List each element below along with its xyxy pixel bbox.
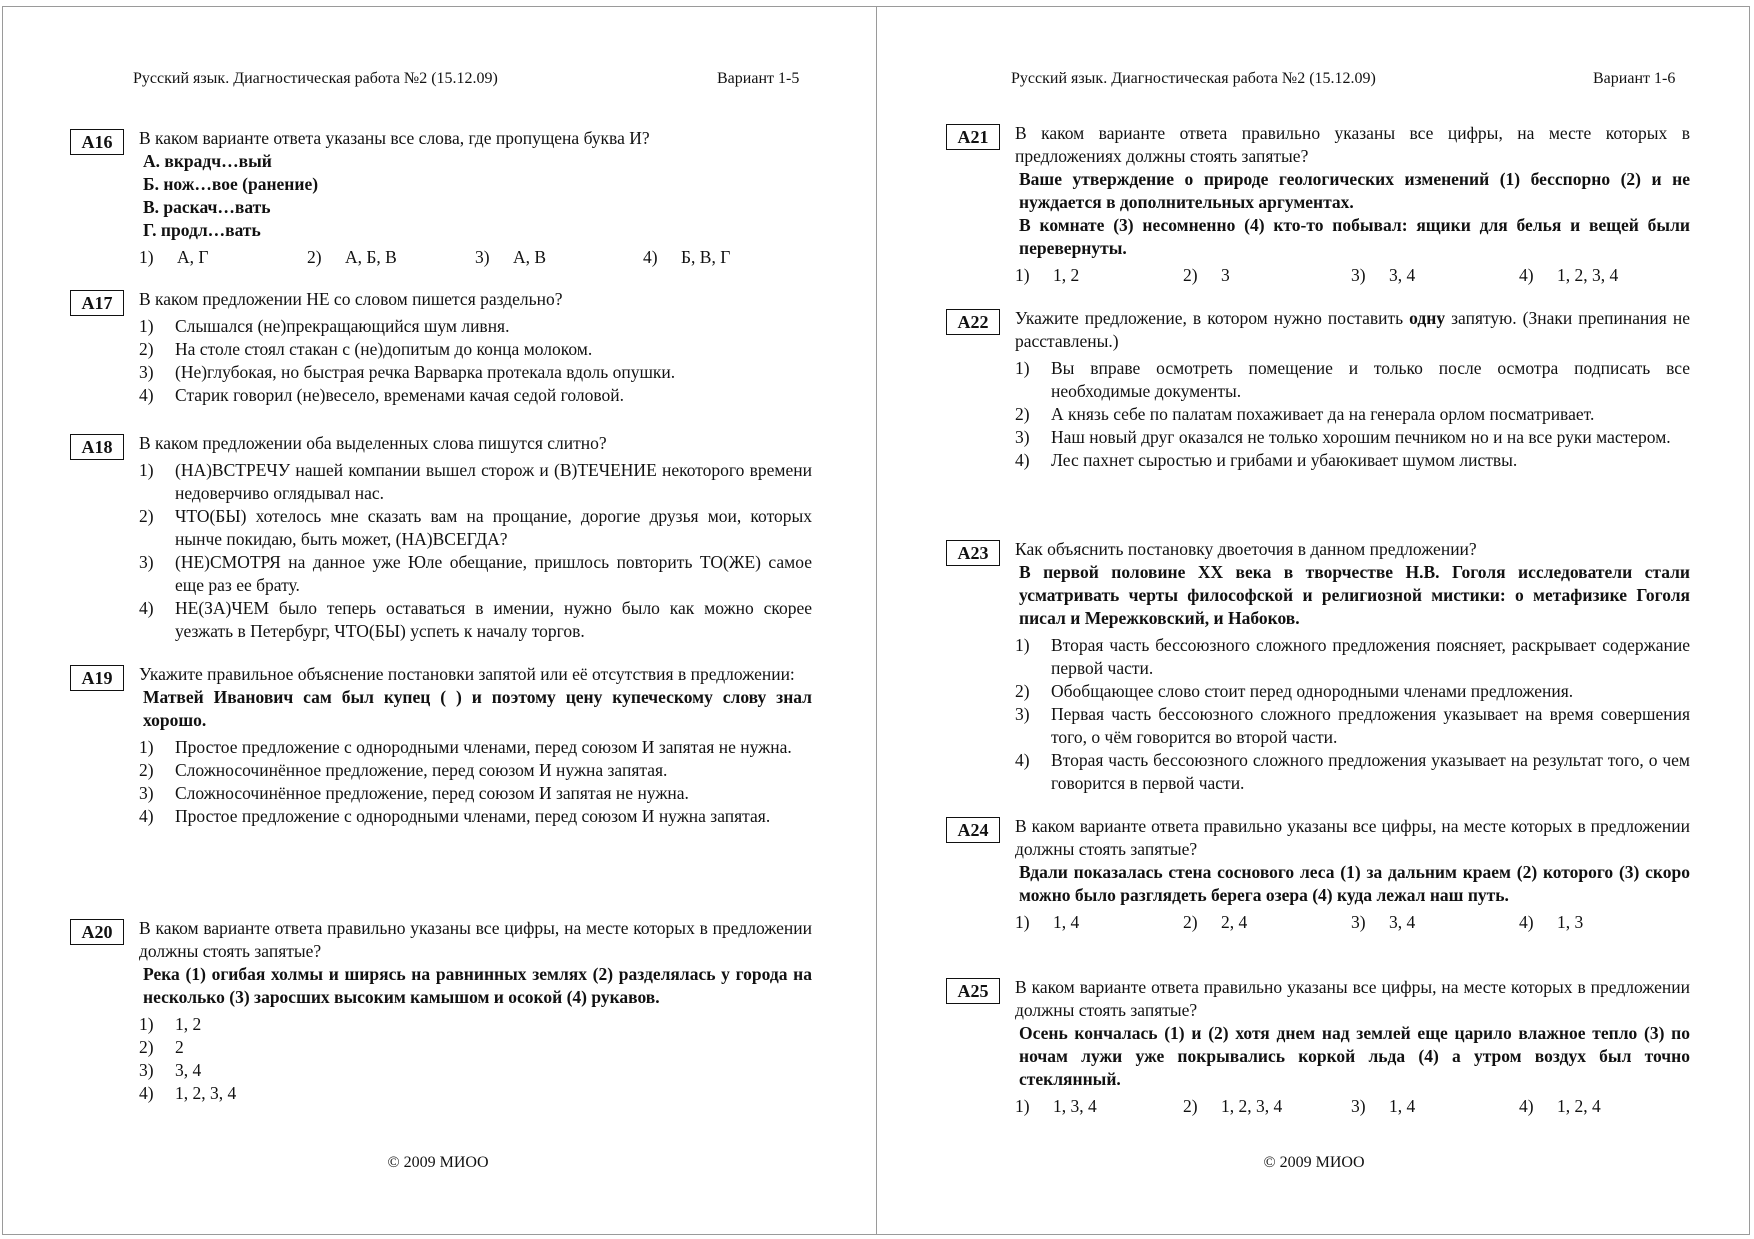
question-text: В каком предложении НЕ со словом пишется раздельно? <box>139 289 563 309</box>
answer-options <box>1015 1095 1690 1118</box>
answer-option[interactable]: 1) А, Г <box>139 247 209 267</box>
example-sentence: Осень кончалась (1) и (2) хотя днем над землей еще царило влажное тепло (3) по ночам лужи уже покрывались коркой льда (4) а утром воздух был точно стеклянный. <box>1019 1023 1690 1089</box>
footer-copyright: © 2009 МИОО <box>1263 1154 1365 1171</box>
answer-option[interactable]: 1) 1, 2 <box>1015 265 1080 285</box>
word-item: Б. нож…вое (ранение) <box>143 174 319 194</box>
answer-option[interactable]: 3) 3, 4 <box>1351 912 1416 932</box>
answer-option[interactable]: 4) Простое предложение с однородными членами, перед союзом И нужна запятая. <box>139 806 771 826</box>
task-a17 <box>70 288 812 407</box>
answer-option[interactable]: 2) 3 <box>1183 265 1230 285</box>
answer-option[interactable]: 4) 1, 2, 3, 4 <box>1519 265 1619 285</box>
example-sentence: В комнате (3) несомненно (4) кто-то побывал: ящики для белья и вещей были перевернуты. <box>1019 215 1690 258</box>
question-text: В каком варианте ответа правильно указаны все цифры, на месте которых в предложении должны стоять запятые? <box>139 918 812 961</box>
answer-option[interactable]: 2) 2, 4 <box>1183 912 1248 932</box>
answer-option[interactable]: 4) НЕ(ЗА)ЧЕМ было теперь оставаться в имении, нужно было как можно скорее уезжать в Петербург, ЧТО(БЫ) успеть к началу торгов. <box>139 598 812 641</box>
answer-option[interactable]: 2) А, Б, В <box>307 247 397 267</box>
question-text: В каком предложении оба выделенных слова пишутся слитно? <box>139 433 607 453</box>
task-a16 <box>70 127 812 269</box>
example-sentence: Матвей Иванович сам был купец ( ) и поэтому цену купеческому слову знал хорошо. <box>143 687 812 730</box>
answer-option[interactable]: 2) Сложносочинённое предложение, перед союзом И нужна запятая. <box>139 760 668 780</box>
question-text: В каком варианте ответа указаны все слова, где пропущена буква И? <box>139 128 650 148</box>
emphasis-word: одну <box>1409 308 1446 328</box>
question-text: Укажите предложение, в котором нужно поставить одну запятую. (Знаки препинания не расставлены.) <box>1015 308 1690 351</box>
task-a22 <box>946 307 1690 472</box>
answer-option[interactable]: 2) На столе стоял стакан с (не)допитым до конца молоком. <box>139 339 593 359</box>
answer-option[interactable]: 1) 1, 4 <box>1015 912 1080 932</box>
answer-option[interactable]: 2) 2 <box>139 1037 184 1057</box>
task-a23 <box>946 538 1690 795</box>
answer-option[interactable]: 1) 1, 3, 4 <box>1015 1096 1097 1116</box>
task-label: А18 <box>70 434 124 460</box>
answer-option[interactable]: 2) ЧТО(БЫ) хотелось мне сказать вам на прощание, дорогие друзья мои, которых нынче покидаю, быть может, (НА)ВСЕГДА? <box>139 506 812 549</box>
answer-option[interactable]: 1) Простое предложение с однородными членами, перед союзом И запятая не нужна. <box>139 737 792 757</box>
task-a25 <box>946 976 1690 1118</box>
task-a21 <box>946 122 1690 287</box>
answer-option[interactable]: 4) 1, 2, 3, 4 <box>139 1083 237 1103</box>
answer-option[interactable]: 2) Обобщающее слово стоит перед однородными членами предложения. <box>1015 681 1574 701</box>
answer-options <box>139 1013 812 1105</box>
example-sentence: Вдали показалась стена соснового леса (1) за дальним краем (2) которого (3) скоро можно было разглядеть берега озера (4) куда лежал наш путь. <box>1019 862 1690 905</box>
answer-option[interactable]: 2) 1, 2, 3, 4 <box>1183 1096 1283 1116</box>
task-label: А21 <box>946 124 1000 150</box>
footer-copyright: © 2009 МИОО <box>387 1154 489 1171</box>
task-label: А25 <box>946 978 1000 1004</box>
question-text: Укажите правильное объяснение постановки запятой или её отсутствия в предложении: <box>139 664 795 684</box>
task-label: А19 <box>70 665 124 691</box>
answer-option[interactable]: 3) (Не)глубокая, но быстрая речка Варварка протекала вдоль опушки. <box>139 362 676 382</box>
answer-option[interactable]: 4) Б, В, Г <box>643 247 731 267</box>
answer-options <box>1015 357 1690 472</box>
answer-options <box>139 246 812 269</box>
answer-option[interactable]: 1) Вы вправе осмотреть помещение и только после осмотра подписать все необходимые документы. <box>1015 358 1690 401</box>
question-text: В каком варианте ответа правильно указаны все цифры, на месте которых в предложении должны стоять запятые? <box>1015 816 1690 859</box>
header-title: Русский язык. Диагностическая работа №2 (15.12.09) <box>133 70 498 87</box>
example-sentence: Ваше утверждение о природе геологических изменений (1) бесспорно (2) и не нуждается в дополнительных аргументах. <box>1019 169 1690 212</box>
answer-option[interactable]: 3) Наш новый друг оказался не только хорошим печником но и на все руки мастером. <box>1015 427 1671 447</box>
answer-options <box>1015 634 1690 795</box>
header-variant: Вариант 1-5 <box>717 70 800 87</box>
right-page <box>876 0 1752 1239</box>
answer-option[interactable]: 3) 3, 4 <box>1351 265 1416 285</box>
left-page <box>0 0 876 1239</box>
question-text: В каком варианте ответа правильно указаны все цифры, на месте которых в предложении должны стоять запятые? <box>1015 977 1690 1020</box>
answer-option[interactable]: 1) Вторая часть бессоюзного сложного предложения поясняет, раскрывает содержание первой части. <box>1015 635 1690 678</box>
answer-option[interactable]: 3) 3, 4 <box>139 1060 202 1080</box>
answer-options <box>139 315 812 407</box>
answer-option[interactable]: 3) Сложносочинённое предложение, перед союзом И запятая не нужна. <box>139 783 689 803</box>
word-item: В. раскач…вать <box>143 197 271 217</box>
answer-option[interactable]: 3) (НЕ)СМОТРЯ на данное уже Юле обещание, пришлось повторить ТО(ЖЕ) самое еще раз ее брату. <box>139 552 812 595</box>
answer-option[interactable]: 4) 1, 2, 4 <box>1519 1096 1601 1116</box>
answer-options <box>139 736 812 828</box>
header-variant: Вариант 1-6 <box>1593 70 1676 87</box>
answer-option[interactable]: 4) Старик говорил (не)весело, временами качая седой головой. <box>139 385 624 405</box>
answer-option[interactable]: 3) Первая часть бессоюзного сложного предложения указывает на время совершения того, о чём говорится во второй части. <box>1015 704 1690 747</box>
example-sentence: В первой половине XX века в творчестве Н.В. Гоголя исследователи стали усматривать черты философской и религиозной мистики: о метафизике Гоголя писал и Мережковский, и Набоков. <box>1019 562 1690 628</box>
answer-option[interactable]: 4) Лес пахнет сыростью и грибами и убаюкивает шумом листвы. <box>1015 450 1518 470</box>
task-label: А23 <box>946 540 1000 566</box>
task-a20 <box>70 917 812 1105</box>
answer-option[interactable]: 4) 1, 3 <box>1519 912 1584 932</box>
answer-option[interactable]: 3) 1, 4 <box>1351 1096 1416 1116</box>
question-text: В каком варианте ответа правильно указаны все цифры, на месте которых в предложениях должны стоять запятые? <box>1015 123 1690 166</box>
word-item: Г. продл…вать <box>143 220 261 240</box>
header-title: Русский язык. Диагностическая работа №2 (15.12.09) <box>1011 70 1376 87</box>
task-label: А20 <box>70 919 124 945</box>
answer-option[interactable]: 4) Вторая часть бессоюзного сложного предложения указывает на результат того, о чем говорится в первой части. <box>1015 750 1690 793</box>
task-label: А24 <box>946 817 1000 843</box>
answer-option[interactable]: 3) А, В <box>475 247 547 267</box>
answer-options <box>139 459 812 643</box>
answer-option[interactable]: 2) А князь себе по палатам похаживает да на генерала орлом посматривает. <box>1015 404 1595 424</box>
answer-option[interactable]: 1) Слышался (не)прекращающийся шум ливня. <box>139 316 510 336</box>
example-sentence: Река (1) огибая холмы и ширясь на равнинных землях (2) разделялась у города на несколько (3) заросших высоким камышом и осокой (4) рукавов. <box>143 964 812 1007</box>
task-label: А16 <box>70 129 124 155</box>
task-label: А22 <box>946 309 1000 335</box>
answer-option[interactable]: 1) (НА)ВСТРЕЧУ нашей компании вышел сторож и (В)ТЕЧЕНИЕ некоторого времени недоверчиво оглядывал нас. <box>139 460 812 503</box>
task-a18 <box>70 432 812 643</box>
question-text: Как объяснить постановку двоеточия в данном предложении? <box>1015 539 1477 559</box>
task-a19 <box>70 663 812 828</box>
task-label: А17 <box>70 290 124 316</box>
answer-options <box>1015 264 1690 287</box>
task-a24 <box>946 815 1690 934</box>
answer-options <box>1015 911 1690 934</box>
answer-option[interactable]: 1) 1, 2 <box>139 1014 202 1034</box>
word-item: А. вкрадч…вый <box>143 151 272 171</box>
